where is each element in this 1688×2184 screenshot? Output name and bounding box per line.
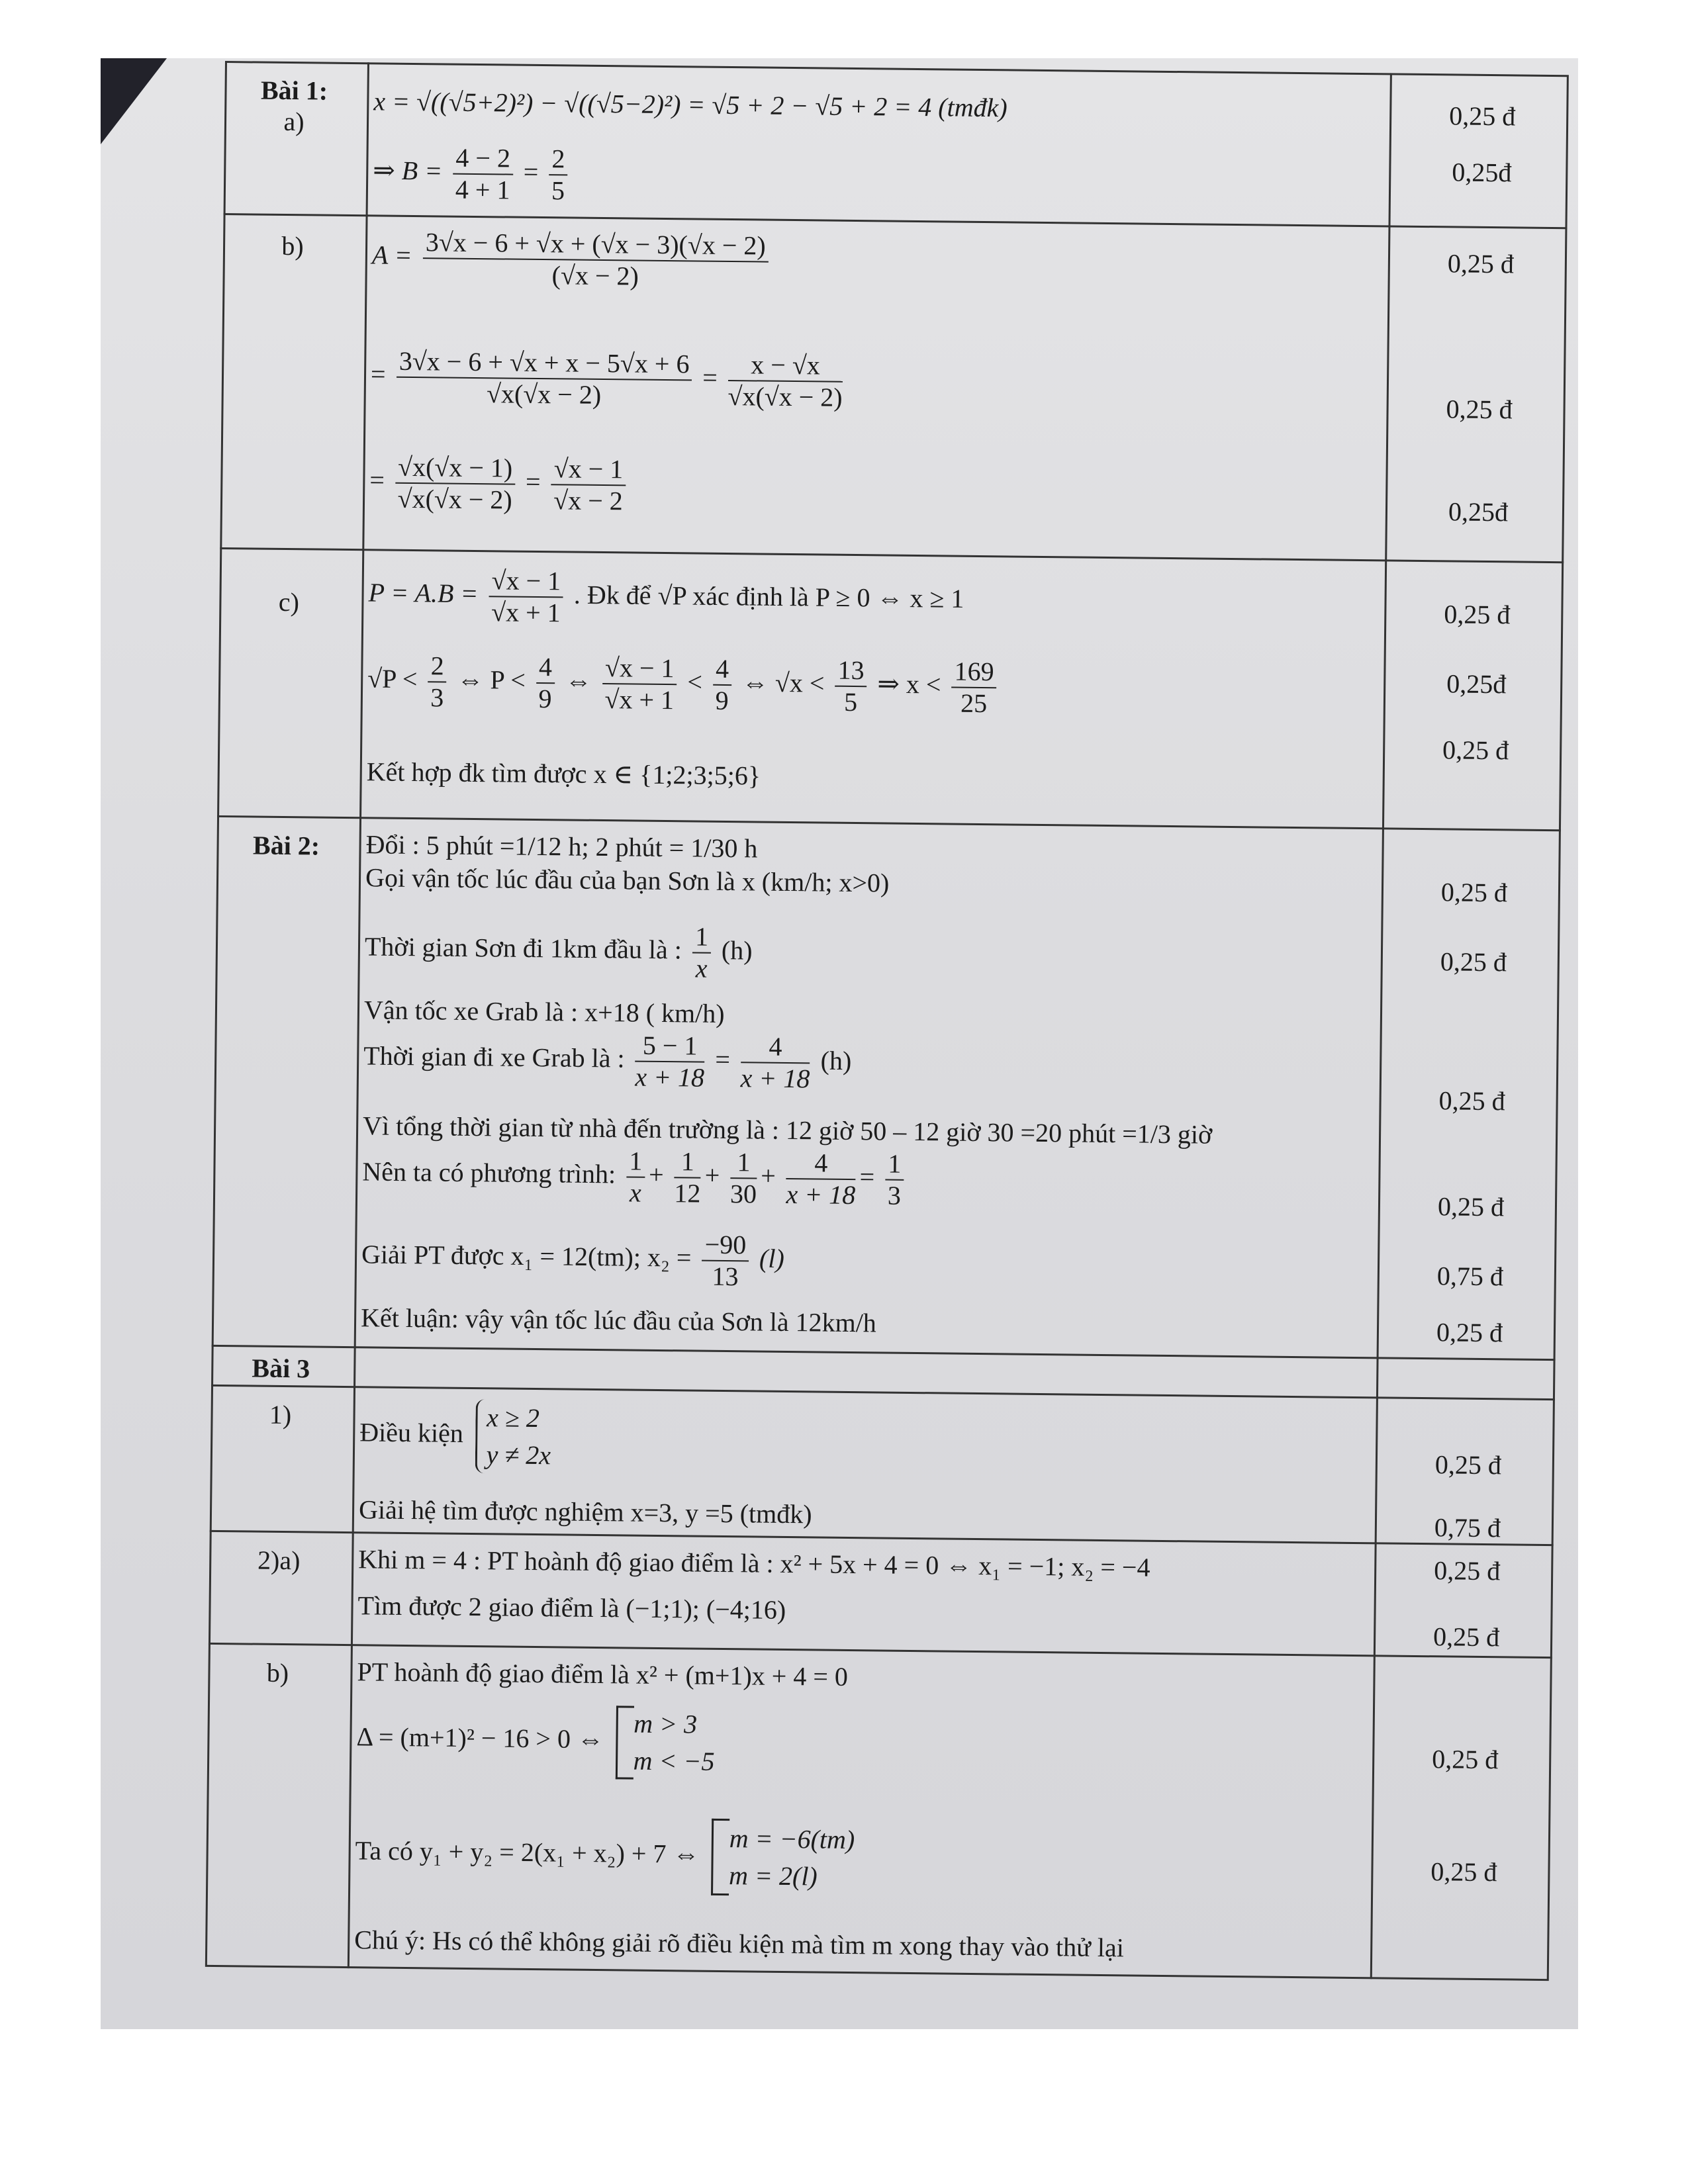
points-value: 0,75 đ: [1434, 1512, 1501, 1543]
bai1-label: Bài 1:: [260, 75, 328, 106]
bai2-line4: Vận tốc xe Grab là : x+18 ( km/h): [363, 995, 725, 1028]
row-bai1-c: [217, 547, 1564, 829]
points-value: 0,25 đ: [1444, 599, 1511, 630]
points-value: 0,25đ: [1448, 496, 1509, 527]
bai3-2a-line1: Khi m = 4 : PT hoành độ giao điểm là : x² + 5x + 4 = 0 ⇔ x₁ = −1; x₂ = −4: [358, 1544, 1150, 1582]
fraction: $\frac{5 - 1}{x + 18}$: [635, 1030, 705, 1093]
bai2-line9: Kết luận: vậy vận tốc lúc đầu của Sơn là 12km/h: [360, 1302, 877, 1338]
row-bai2: [212, 815, 1561, 1359]
points-value: 0,25đ: [1446, 668, 1507, 700]
points-value: 0,25 đ: [1447, 248, 1515, 279]
fraction: $\frac{4}{x + 18}$: [786, 1148, 856, 1210]
row-bai1-b: [220, 213, 1567, 561]
bai2-line6: Vì tổng thời gian từ nhà đến trường là : 12 giờ 50 – 12 giờ 30 =20 phút =1/3 giờ: [362, 1111, 1213, 1150]
points-value: 0,25 đ: [1436, 1317, 1503, 1348]
points-value: 0,25 đ: [1440, 946, 1507, 978]
bai2-line1: Đổi : 5 phút =1/12 h; 2 phút = 1/30 h: [365, 829, 758, 864]
fraction: $\frac{x - √x}{√x(√x - 2)}$: [727, 349, 843, 412]
bai3-2b-note: Chú ý: Hs có thể không giải rõ điều kiện mà tìm m xong thay vào thử lại: [354, 1925, 1125, 1963]
fraction: $\frac{4}{9}$: [536, 652, 555, 714]
fraction: $\frac{13}{5}$: [835, 655, 867, 717]
bai1-c-line3: Kết hợp đk tìm được x ∈ {1;2;3;5;6}: [366, 756, 761, 791]
fraction: $\frac{1}{12}$: [674, 1146, 701, 1208]
points-value: 0,25 đ: [1446, 394, 1513, 425]
bai1-b-line1: A = $\frac{3√x - 6 + √x + (√x - 3)(√x - 2)}{(√x - 2)}$: [371, 226, 773, 293]
bai1-c-line1: P = A.B = $\frac{√x - 1}{√x + 1}$ . Đk để √P xác định là P ≥ 0 ⇔ x ≥ 1: [368, 565, 964, 628]
bai3-2b-line1: PT hoành độ giao điểm là x² + (m+1)x + 4 = 0: [357, 1657, 849, 1692]
bai1-b-line3: = $\frac{√x(√x - 1)}{√x(√x - 2)}$ = $\frac{√x - 1}{√x - 2}$: [369, 451, 630, 516]
points-value: 0,25 đ: [1430, 1856, 1497, 1888]
row-bai3-1: [210, 1385, 1555, 1544]
fraction: $\frac{-90}{13}$: [702, 1230, 749, 1293]
bai2-label: Bài 2:: [252, 830, 320, 861]
bai3-2b-label: b): [266, 1657, 289, 1688]
points-value: 0,75 đ: [1436, 1261, 1504, 1292]
fraction: $\frac{1}{30}$: [729, 1147, 757, 1209]
fraction: $\frac{1}{x}$: [692, 921, 711, 983]
bai3-1-condition: Điều kiện x ≥ 2 y ≠ 2x: [359, 1398, 551, 1474]
bai3-1-line2: Giải hệ tìm được nghiệm x=3, y =5 (tmđk): [358, 1494, 812, 1529]
bracket: [711, 1819, 729, 1895]
points-value: 0,25 đ: [1434, 1449, 1502, 1480]
bai3-2b-line2: Δ = (m+1)² − 16 > 0 ⇔ m > 3 m < −5: [356, 1702, 716, 1780]
row-bai3-2a: [209, 1530, 1554, 1657]
points-value: 0,25 đ: [1437, 1191, 1505, 1222]
bai3-1-label: 1): [269, 1399, 292, 1430]
bai2-line7: Nên ta có phương trình: $\frac{1}{x}$ + $\frac{1}{12}$ + $\frac{1}{30}$ + $\frac{4}{x + 18}$ = $\frac{1}{3}$: [362, 1143, 908, 1211]
points-value: 0,25 đ: [1432, 1621, 1500, 1653]
bai1-c-label: c): [278, 586, 300, 617]
bai3-2a-line2: Tìm được 2 giao điểm là (−1;1); (−4;16): [357, 1590, 786, 1625]
bai1-c-line2: √P < $\frac{2}{3}$ ⇔ P < $\frac{4}{9}$ ⇔ $\frac{√x - 1}{√x + 1}$ < $\frac{4}{9}$ ⇔ √x < $\frac{13}{5}$ ⇒ x < $\frac{169}{25}$: [367, 650, 1001, 719]
points-value: 0,25 đ: [1431, 1744, 1499, 1775]
fraction: $\frac{√x - 1}{√x - 2}$: [551, 453, 626, 516]
points-value: 0,25 đ: [1440, 877, 1508, 908]
bai2-line8: Giải PT được x₁ = 12(tm); x₂ = $\frac{-90}{13}$ (l): [361, 1229, 785, 1292]
points-value: 0,25 đ: [1433, 1555, 1501, 1586]
fraction: $\frac{169}{25}$: [951, 657, 997, 719]
bai1-a-line2: ⇒ B = $\frac{4 - 2}{4 + 1}$ = $\frac{2}{5}$: [373, 142, 572, 206]
fraction: $\frac{1}{x}$: [626, 1146, 645, 1208]
bai2-line3: Thời gian Sơn đi 1km đầu là : $\frac{1}{x}$ (h): [364, 921, 753, 983]
bai1-b-line2: = $\frac{3√x - 6 + √x + x - 5√x + 6}{√x(√x - 2)}$ = $\frac{x - √x}{√x(√x - 2)}$: [370, 345, 843, 412]
fraction: $\frac{√x(√x - 1)}{√x(√x - 2)}$: [395, 452, 515, 516]
bai1-a-label: a): [283, 106, 305, 137]
bai3-2b-line3: Ta có y₁ + y₂ = 2(x₁ + x₂) + 7 ⇔ m = −6(tm) m = 2(l): [355, 1815, 855, 1897]
row-bai3-2b: [205, 1643, 1552, 1981]
fraction: $\frac{√x - 1}{√x + 1}$: [602, 653, 677, 715]
bai3-label: Bài 3: [252, 1353, 310, 1384]
answer-key-table: [205, 61, 1569, 1981]
bracket: [615, 1706, 633, 1779]
points-value: 0,25 đ: [1438, 1085, 1505, 1116]
fraction: $\frac{4}{x + 18}$: [740, 1031, 810, 1094]
fraction: $\frac{√x - 1}{√x + 1}$: [489, 565, 563, 628]
fraction: $\frac{3√x - 6 + √x + x - 5√x + 6}{√x(√x - 2)}$: [396, 346, 692, 412]
bai1-b-label: b): [281, 230, 304, 261]
fraction: $\frac{4}{9}$: [712, 654, 731, 716]
brace: x ≥ 2 y ≠ 2x: [475, 1399, 551, 1474]
row-bai1-a: [224, 61, 1569, 227]
bai2-line2: Gọi vận tốc lúc đầu của bạn Sơn là x (km/h; x>0): [365, 862, 890, 898]
fraction: $\frac{1}{3}$: [885, 1149, 904, 1211]
bai3-2a-label: 2)a): [257, 1545, 301, 1576]
fraction: $\frac{2}{5}$: [549, 144, 568, 206]
bai1-a-line1: x = √((√5+2)²) − √((√5−2)²) = √5 + 2 − √5 + 2 = 4 (tmđk): [373, 86, 1008, 123]
fraction: $\frac{3√x - 6 + √x + (√x - 3)(√x - 2)}{(√x - 2)}$: [422, 227, 769, 293]
bai2-line5: Thời gian đi xe Grab là : $\frac{5 - 1}{x + 18}$ = $\frac{4}{x + 18}$ (h): [363, 1030, 852, 1094]
points-value: 0,25đ: [1452, 157, 1512, 188]
points-value: 0,25 đ: [1442, 735, 1509, 766]
fraction: $\frac{4 - 2}{4 + 1}$: [453, 143, 514, 206]
points-value: 0,25 đ: [1448, 101, 1516, 132]
fraction: $\frac{2}{3}$: [428, 651, 447, 713]
